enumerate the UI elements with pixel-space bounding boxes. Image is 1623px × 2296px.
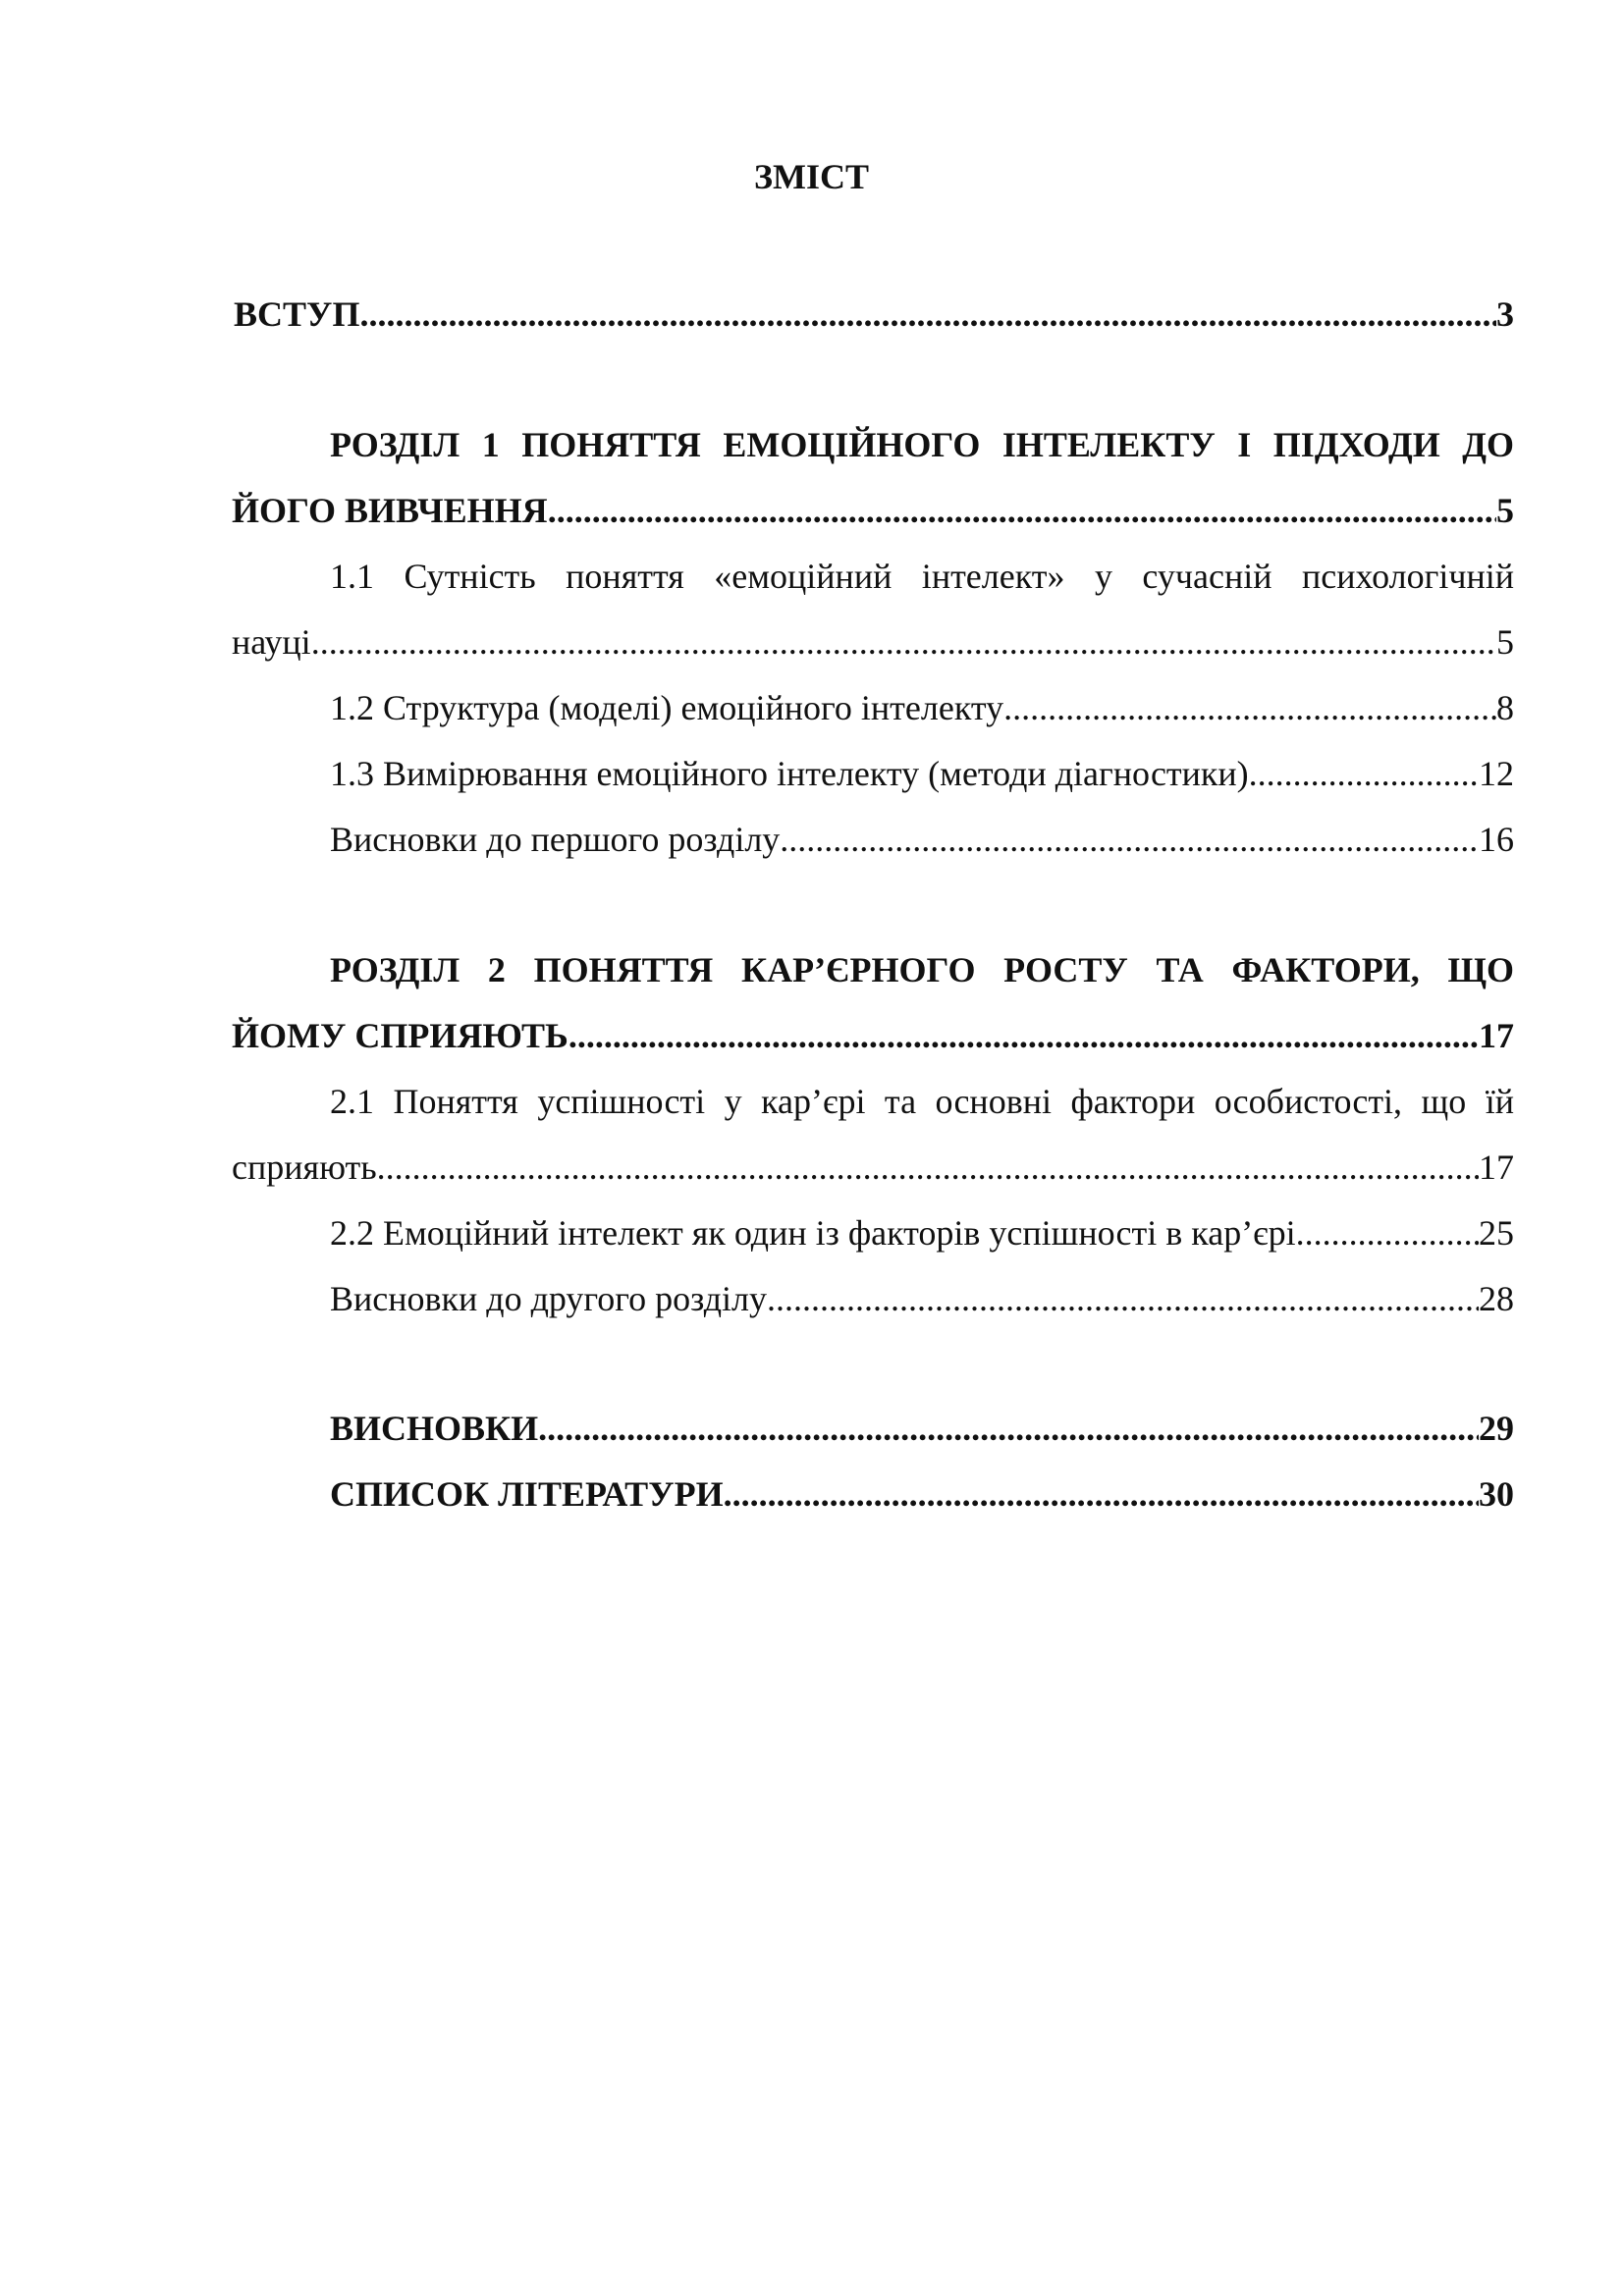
toc-entry-2-1[interactable] — [232, 1143, 1514, 1192]
toc-entry-conclusions[interactable] — [330, 1404, 1514, 1453]
toc-leader-dots — [780, 815, 1479, 864]
toc-page-number: 5 — [1496, 491, 1514, 530]
toc-page-number: 3 — [1496, 294, 1514, 334]
toc-entry-label: Висновки до першого розділу — [330, 820, 781, 859]
toc-entry-1-2[interactable] — [330, 683, 1514, 732]
toc-entry-1-1[interactable] — [232, 617, 1514, 667]
toc-page-number: 12 — [1479, 754, 1514, 793]
toc-entry-label: ВСТУП — [234, 294, 360, 334]
toc-entry-1-1-line1[interactable]: 1.1 Сутність поняття «емоційний інтелект» у сучасній психологічній — [330, 557, 1514, 596]
toc-entry-label: ВИСНОВКИ — [330, 1409, 539, 1448]
toc-leader-dots — [311, 617, 1496, 667]
toc-leader-dots — [767, 1274, 1479, 1323]
toc-leader-dots — [1296, 1208, 1479, 1257]
toc-entry-section-1[interactable] — [232, 486, 1514, 535]
toc-page-number: 25 — [1479, 1213, 1514, 1253]
toc-entry-2-2[interactable] — [330, 1208, 1514, 1257]
toc-entry-2-1-line1[interactable]: 2.1 Поняття успішності у кар’єрі та основні фактори особистості, що їй — [330, 1082, 1514, 1121]
toc-entry-label: 1.2 Структура (моделі) емоційного інтелекту — [330, 688, 1004, 727]
toc-leader-dots — [568, 1011, 1479, 1060]
toc-page-number: 28 — [1479, 1279, 1514, 1318]
toc-leader-dots — [724, 1469, 1479, 1519]
toc-entry-label: Висновки до другого розділу — [330, 1279, 768, 1318]
toc-leader-dots — [1249, 749, 1479, 798]
toc-leader-dots — [538, 1404, 1479, 1453]
toc-entry-section-2[interactable] — [232, 1011, 1514, 1060]
toc-entry-label: ЙОГО ВИВЧЕННЯ — [232, 491, 548, 530]
toc-section-1-heading-line1[interactable]: РОЗДІЛ 1 ПОНЯТТЯ ЕМОЦІЙНОГО ІНТЕЛЕКТУ І ПІДХОДИ ДО — [330, 425, 1514, 464]
toc-section-2-heading-line1[interactable]: РОЗДІЛ 2 ПОНЯТТЯ КАР’ЄРНОГО РОСТУ ТА ФАКТОРИ, ЩО — [330, 950, 1514, 989]
toc-leader-dots — [359, 290, 1496, 339]
page-title: ЗМІСТ — [754, 157, 869, 196]
toc-entry-label: ЙОМУ СПРИЯЮТЬ — [232, 1016, 568, 1055]
toc-page-number: 30 — [1479, 1474, 1514, 1514]
toc-entry-references[interactable] — [330, 1469, 1514, 1519]
toc-entry-label: 2.2 Емоційний інтелект як один із факторів успішності в кар’єрі — [330, 1213, 1296, 1253]
toc-entry-label: СПИСОК ЛІТЕРАТУРИ — [330, 1474, 724, 1514]
toc-entry-label: науці — [232, 622, 311, 662]
toc-entry-label: 1.3 Вимірювання емоційного інтелекту (методи діагностики) — [330, 754, 1249, 793]
toc-page-number: 8 — [1496, 688, 1514, 727]
toc-leader-dots — [377, 1143, 1479, 1192]
toc-page-number: 17 — [1479, 1016, 1514, 1055]
toc-entry-intro[interactable] — [135, 290, 1514, 339]
toc-entry-1-3[interactable] — [330, 749, 1514, 798]
toc-page-number: 16 — [1479, 820, 1514, 859]
toc-entry-section-1-conclusions[interactable] — [330, 815, 1514, 864]
toc-entry-label: сприяють — [232, 1148, 377, 1187]
toc-page-number: 29 — [1479, 1409, 1514, 1448]
toc-page-number: 17 — [1479, 1148, 1514, 1187]
toc-page-number: 5 — [1496, 622, 1514, 662]
toc-leader-dots — [548, 486, 1496, 535]
toc-entry-section-2-conclusions[interactable] — [330, 1274, 1514, 1323]
toc-leader-dots — [1003, 683, 1496, 732]
